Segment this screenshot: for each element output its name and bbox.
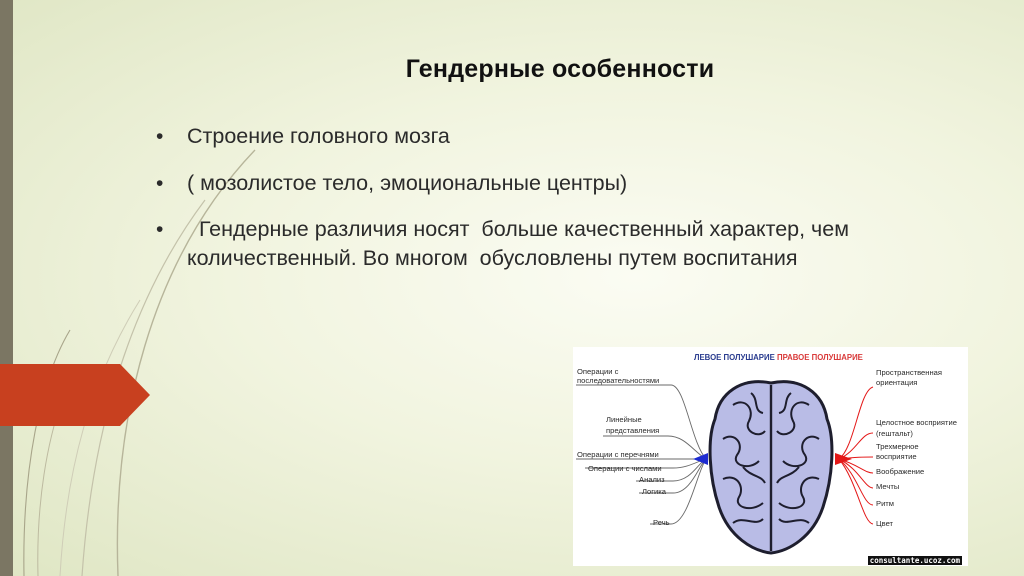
bullet-list xyxy=(155,122,945,273)
slide-title: Гендерные особенности xyxy=(405,55,715,83)
label-logic: Логика xyxy=(642,487,666,496)
bullet-item xyxy=(155,122,945,151)
bullet-icon: • xyxy=(156,218,164,241)
watermark: consultante.ucoz.com xyxy=(869,556,960,565)
bullet-text: Строение головного мозга xyxy=(187,124,450,148)
label-3d-2: восприятие xyxy=(876,452,917,461)
right-connectors xyxy=(839,387,873,524)
label-sequences-2: последовательностями xyxy=(577,376,660,385)
bullet-icon: • xyxy=(156,125,164,148)
label-analysis: Анализ xyxy=(639,475,665,484)
header-left-hemisphere: ЛЕВОЕ ПОЛУШАРИЕ xyxy=(694,353,775,362)
label-speech: Речь xyxy=(653,518,670,527)
label-spatial-1: Пространственная xyxy=(876,368,942,377)
label-numbers: Операции с числами xyxy=(588,464,662,473)
label-3d-1: Трехмерное xyxy=(876,442,919,451)
brain-icon xyxy=(710,382,832,553)
bullet-text: ( мозолистое тело, эмоциональные центры) xyxy=(187,171,628,195)
label-holistic-2: (гештальт) xyxy=(876,429,913,438)
red-arrow-tab xyxy=(0,364,160,426)
brain-hemispheres-diagram xyxy=(573,347,968,566)
label-linear-1: Линейные xyxy=(606,415,642,424)
label-imagination: Воображение xyxy=(876,467,925,476)
bullet-item xyxy=(155,215,945,273)
header-right-hemisphere: ПРАВОЕ ПОЛУШАРИЕ xyxy=(777,353,863,362)
bullet-text: Гендерные различия носят больше качественный характер, чем количественный. Во многом обусловлены путем воспитания xyxy=(187,217,855,270)
label-spatial-2: ориентация xyxy=(876,378,918,387)
bullet-item xyxy=(155,169,945,198)
label-linear-2: представления xyxy=(606,426,660,435)
label-holistic-1: Целостное восприятие xyxy=(876,418,957,427)
label-sequences-1: Операции с xyxy=(577,367,619,376)
label-rhythm: Ритм xyxy=(876,499,895,508)
bullet-icon: • xyxy=(156,172,164,195)
label-color: Цвет xyxy=(876,519,894,528)
label-lists: Операции с перечнями xyxy=(577,450,659,459)
label-dreams: Мечты xyxy=(876,482,900,491)
